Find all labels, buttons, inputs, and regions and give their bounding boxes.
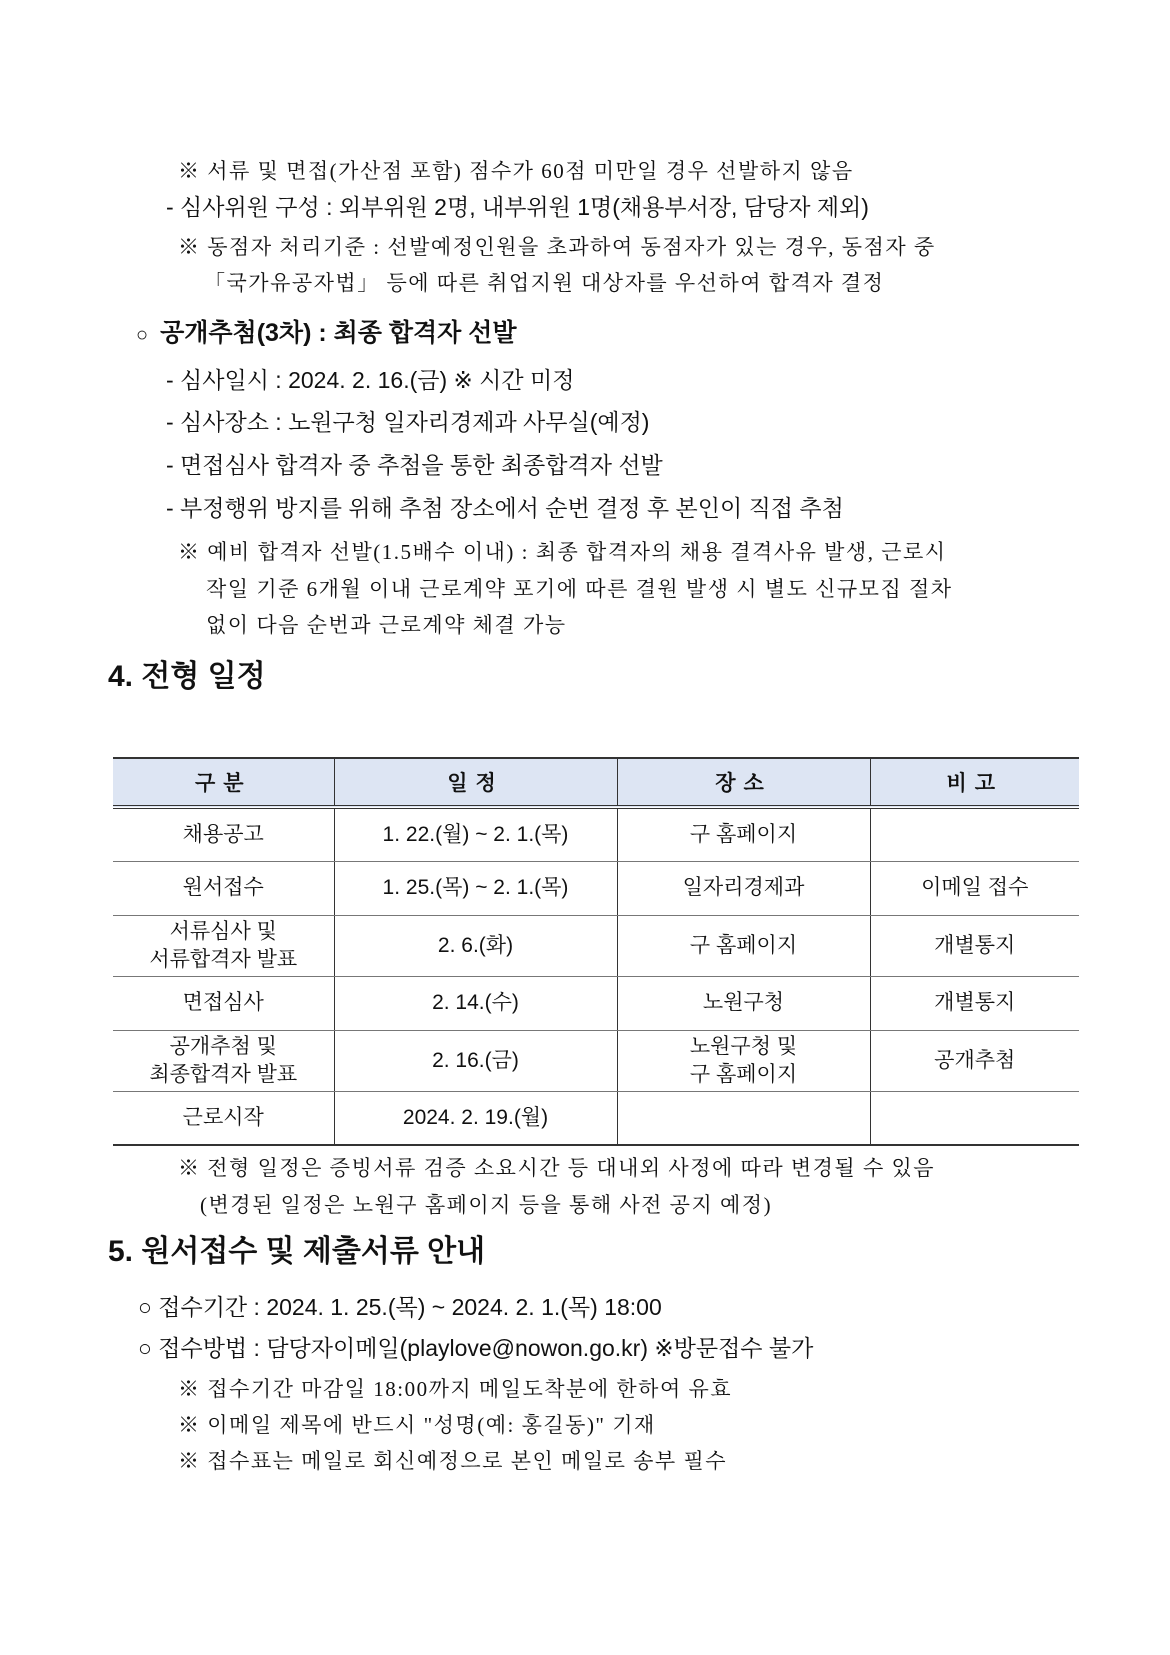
header-remark: 비고: [870, 758, 1079, 807]
cell-schedule: 1. 22.(월) ~ 2. 1.(목): [334, 807, 617, 861]
cell-schedule: 2024. 2. 19.(월): [334, 1091, 617, 1145]
cell-schedule: 1. 25.(목) ~ 2. 1.(목): [334, 861, 617, 915]
reserve-note-line2: 작일 기준 6개월 이내 근로계약 포기에 따른 결원 발생 시 별도 신규모집 절차: [206, 577, 953, 601]
table-row: [113, 1091, 1079, 1145]
cell-category: 근로시작: [113, 1091, 334, 1145]
cell-category-line1: 서류심사 및: [169, 919, 277, 943]
reserve-note-line3: 없이 다음 순번과 근로계약 체결 가능: [206, 613, 567, 637]
cell-remark: [870, 807, 1079, 861]
section4-heading: 4. 전형 일정: [108, 660, 266, 693]
circle-bullet-icon: ○: [136, 324, 149, 346]
schedule-change-note-line2: (변경된 일정은 노원구 홈페이지 등을 통해 사전 공지 예정): [200, 1193, 773, 1217]
deadline-note: ※ 접수기간 마감일 18:00까지 메일도착분에 한하여 유효: [178, 1377, 733, 1401]
tie-rule-note-line1: [178, 232, 1004, 262]
cell-category-line2: 서류합격자 발표: [149, 947, 298, 971]
cell-place-line2: 구 홈페이지: [689, 1062, 798, 1086]
lottery-place: - 심사장소 : 노원구청 일자리경제과 사무실(예정): [166, 409, 650, 435]
committee-composition: - 심사위원 구성 : 외부위원 2명, 내부위원 1명(채용부서장, 담당자 제외): [166, 194, 869, 220]
schedule-change-note-line1: ※ 전형 일정은 증빙서류 검증 소요시간 등 대내외 사정에 따라 변경될 수 있음: [178, 1156, 936, 1180]
table-row: [113, 915, 1079, 976]
receipt-note: ※ 접수표는 메일로 회신예정으로 본인 메일로 송부 필수: [178, 1449, 728, 1473]
cell-category-line2: 최종합격자 발표: [149, 1062, 298, 1086]
cell-schedule: 2. 14.(수): [334, 976, 617, 1030]
table-header-row: [113, 758, 1079, 807]
cell-category: 면접심사: [113, 976, 334, 1030]
cell-remark: 이메일 접수: [870, 861, 1079, 915]
table-row: [113, 1030, 1079, 1091]
table-row: [113, 976, 1079, 1030]
lottery-fraud-prevention: - 부정행위 방지를 위해 추첨 장소에서 순번 결정 후 본인이 직접 추첨: [166, 495, 844, 521]
section5-heading: 5. 원서접수 및 제출서류 안내: [108, 1235, 486, 1268]
tie-rule-text: ※ 동점자 처리기준 : 선발예정인원을 초과하여 동점자가 있는 경우, 동점자 중: [178, 235, 936, 259]
lottery-method: - 면접심사 합격자 중 추첨을 통한 최종합격자 선발: [166, 452, 663, 478]
tie-rule-note-line2: 「국가유공자법」 등에 따른 취업지원 대상자를 우선하여 합격자 결정: [204, 271, 885, 295]
cell-remark: 개별통지: [870, 915, 1079, 976]
lottery-title: 공개추첨(3차) : 최종 합격자 선발: [160, 319, 517, 347]
cell-schedule: 2. 16.(금): [334, 1030, 617, 1091]
cell-remark: 공개추첨: [870, 1030, 1079, 1091]
cell-place: 노원구청: [617, 976, 870, 1030]
reserve-note-line1: ※ 예비 합격자 선발(1.5배수 이내) : 최종 합격자의 채용 결격사유 발생, 근로시: [178, 540, 947, 564]
cell-category: 채용공고: [113, 807, 334, 861]
table-row: [113, 807, 1079, 861]
header-category: 구분: [113, 758, 334, 807]
score-threshold-note: ※ 서류 및 면접(가산점 포함) 점수가 60점 미만일 경우 선발하지 않음: [178, 159, 854, 183]
lottery-subheading: [136, 318, 517, 350]
cell-remark: 개별통지: [870, 976, 1079, 1030]
application-method: ○ 접수방법 : 담당자이메일(playlove@nowon.go.kr) ※방문접수 불가: [138, 1335, 814, 1361]
schedule-table: [113, 757, 1079, 1146]
cell-category: [113, 915, 334, 976]
cell-place: [617, 1091, 870, 1145]
cell-schedule: 2. 6.(화): [334, 915, 617, 976]
cell-place: [617, 1030, 870, 1091]
email-subject-note: ※ 이메일 제목에 반드시 "성명(예: 홍길동)" 기재: [178, 1413, 656, 1437]
header-place: 장소: [617, 758, 870, 807]
cell-category: 원서접수: [113, 861, 334, 915]
cell-place: 구 홈페이지: [617, 915, 870, 976]
cell-category-line1: 공개추첨 및: [169, 1034, 277, 1058]
cell-place-line1: 노원구청 및: [689, 1034, 798, 1058]
cell-place: 일자리경제과: [617, 861, 870, 915]
cell-remark: [870, 1091, 1079, 1145]
lottery-date: - 심사일시 : 2024. 2. 16.(금) ※ 시간 미정: [166, 367, 575, 393]
table-row: [113, 861, 1079, 915]
cell-category: [113, 1030, 334, 1091]
application-period: ○ 접수기간 : 2024. 1. 25.(목) ~ 2024. 2. 1.(목) 18:00: [138, 1294, 662, 1320]
cell-place: 구 홈페이지: [617, 807, 870, 861]
header-schedule: 일정: [334, 758, 617, 807]
